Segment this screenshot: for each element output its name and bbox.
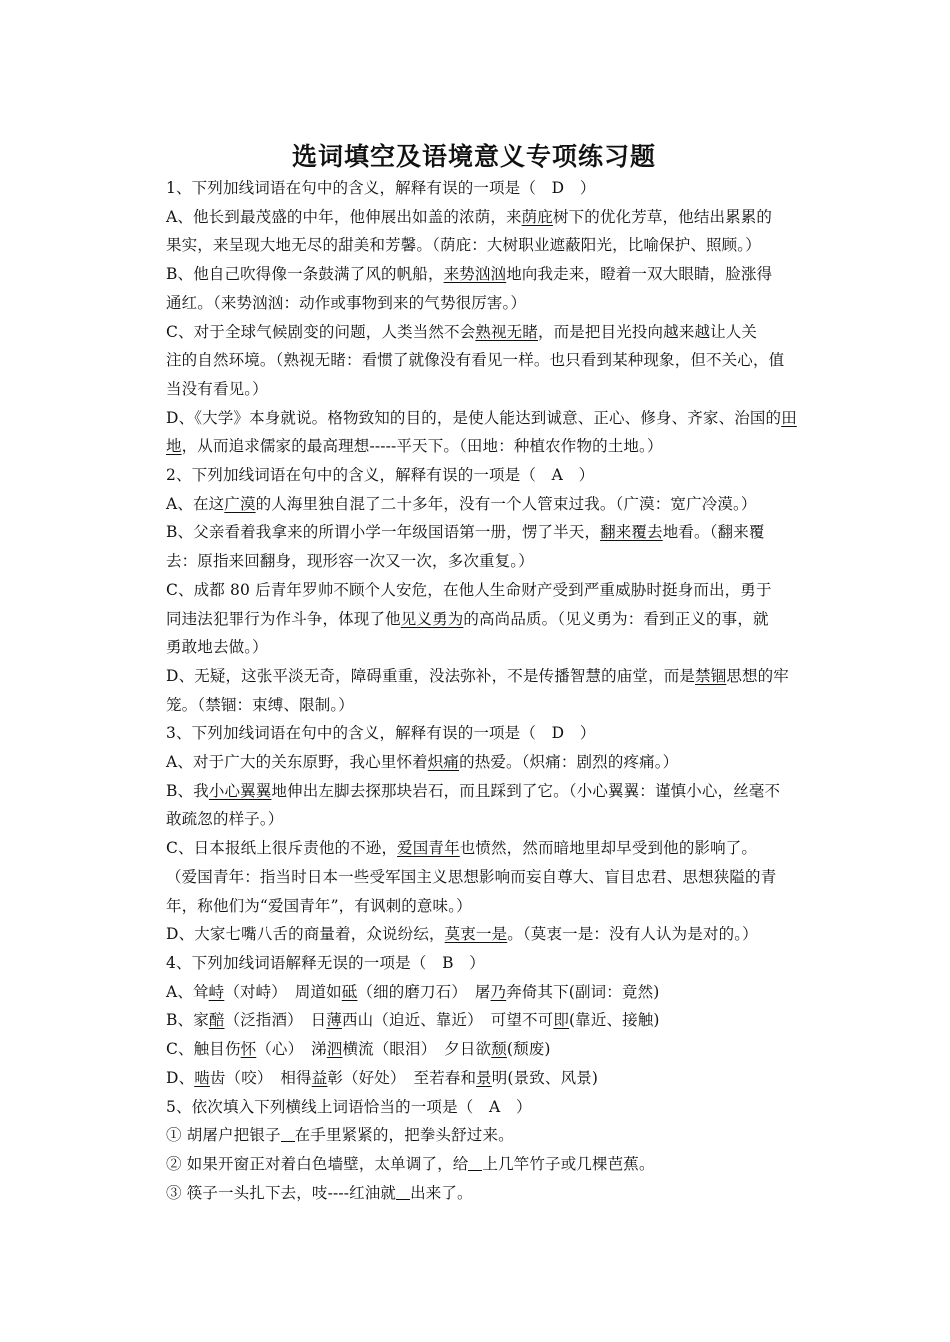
q4-option-a: A、耸峙（对峙） 周道如砥（细的磨刀石） 屠乃奔倚其下(副词：竟然) — [166, 982, 660, 1001]
q5-sentence-1: ① 胡屠户把银子 在手里紧紧的，把拳头舒过来。 — [166, 1126, 514, 1145]
document-title: 选词填空及语境意义专项练习题 — [291, 142, 656, 171]
underlined-word: 醅 — [208, 1011, 225, 1030]
q3-option-d-line1: D、大家七嘴八舌的商量着，众说纷纭，莫衷一是。（莫衷一是：没有人认为是对的。） — [166, 925, 758, 944]
q1-option-d-line2: 地，从而追求儒家的最高理想-----平天下。（田地：种植农作物的土地。） — [166, 437, 663, 456]
q4-option-c: C、触目伤怀（心） 涕泗横流（眼泪） 夕日欲颓(颓废) — [166, 1040, 551, 1059]
q3-option-b-line2: 敢疏忽的样子。） — [166, 810, 284, 829]
q3-option-c-line2: （爱国青年：指当时日本一些受军国主义思想影响而妄自尊大、盲目忠君、思想狭隘的青 — [166, 867, 777, 886]
underlined-word: 颓 — [491, 1040, 507, 1059]
underlined-word: 地 — [166, 437, 182, 456]
q1-stem: 1、下列加线词语在句中的含义，解释有误的一项是（ D ） — [166, 179, 596, 197]
q2-stem: 2、下列加线词语在句中的含义，解释有误的一项是（ A ） — [166, 466, 595, 485]
underlined-word: 益 — [311, 1068, 328, 1087]
q2-option-a-line1: A、在这广漠的人海里独自混了二十多年，没有一个人管束过我。（广漠：宽广冷漠。） — [166, 494, 757, 513]
fill-blank — [468, 1155, 482, 1171]
q2-option-b-line1: B、父亲看着我拿来的所谓小学一年级国语第一册，愣了半天，翻来覆去地看。（翻来覆 — [166, 523, 765, 542]
q2-option-d-line1: D、无疑，这张平淡无奇，障碍重重，没法弥补，不是传播智慧的庙堂，而是禁锢思想的牢 — [166, 666, 789, 685]
underlined-word: 泗 — [326, 1040, 343, 1059]
q4-option-b: B、家醅（泛指酒） 日薄西山（迫近、靠近） 可望不可即(靠近、接触) — [166, 1011, 660, 1030]
underlined-word: 见义勇为 — [400, 609, 464, 628]
underlined-word: 峙 — [208, 982, 225, 1001]
fill-blank — [396, 1184, 410, 1200]
underlined-word: 小心翼翼 — [208, 781, 272, 800]
q2-option-c-line1: C、成都 80 后青年罗帅不顾个人安危，在他人生命财产受到严重威胁时挺身而出，勇于 — [166, 580, 772, 599]
underlined-word: 来势汹汹 — [443, 265, 507, 284]
q1-option-b-line1: B、他自己吹得像一条鼓满了风的帆船，来势汹汹地向我走来，瞪着一双大眼睛，脸涨得 — [166, 265, 773, 284]
underlined-word: 禁锢 — [695, 666, 727, 685]
q2-option-b-line2: 去：原指来回翻身，现形容一次又一次，多次重复。） — [166, 552, 534, 571]
q2-option-c-line2: 同违法犯罪行为作斗争，体现了他见义勇为的高尚品质。（见义勇为：看到正义的事，就 — [166, 609, 769, 628]
q3-stem: 3、下列加线词语在句中的含义，解释有误的一项是（ D ） — [166, 724, 596, 743]
q1-option-c-line2: 注的自然环境。（熟视无睹：看惯了就像没有看见一样。也只看到某种现象，但不关心，值 — [166, 351, 785, 370]
underlined-word: 翻来覆去 — [600, 523, 663, 542]
q1-option-a-line2: 果实，来呈现大地无尽的甜美和芳馨。（荫庇：大树职业遮蔽阳光，比喻保护、照顾。） — [166, 236, 761, 255]
underlined-word: 田 — [781, 408, 797, 427]
q1-option-a-line1: A、他长到最茂盛的中年，他伸展出如盖的浓荫，来荫庇树下的优化芳草，他结出累累的 — [166, 207, 773, 226]
underlined-word: 荫庇 — [521, 207, 553, 226]
underlined-word: 景 — [476, 1068, 492, 1087]
q3-option-b-line1: B、我小心翼翼地伸出左脚去探那块岩石，而且踩到了它。（小心翼翼：谨慎小心，丝毫不 — [166, 781, 781, 800]
q5-sentence-2: ② 如果开窗正对着白色墙壁，太单调了，给 上几竿竹子或几棵芭蕉。 — [166, 1154, 655, 1173]
q1-option-d-line1: D、《大学》本身就说。格物致知的目的，是使人能达到诚意、正心、修身、齐家、治国的田 — [166, 408, 797, 427]
q2-option-d-line2: 笼。（禁锢：束缚、限制。） — [166, 695, 354, 714]
q4-option-d: D、啮齿（咬） 相得益彰（好处） 至若春和景明(景致、风景) — [166, 1068, 599, 1087]
q1-option-c-line3: 当没有看见。） — [166, 379, 268, 398]
q5-sentence-3: ③ 筷子一头扎下去，吱----红油就 出来了。 — [166, 1183, 473, 1202]
q2-option-c-line3: 勇敢地去做。） — [166, 638, 268, 657]
underlined-word: 薄 — [326, 1011, 342, 1030]
q1-option-b-line2: 通红。（来势汹汹：动作或事物到来的气势很厉害。） — [166, 293, 527, 312]
underlined-word: 广漠 — [224, 494, 256, 513]
underlined-word: 即 — [553, 1011, 569, 1030]
underlined-word: 莫衷一是 — [444, 925, 508, 944]
underlined-word: 砥 — [341, 982, 358, 1001]
underlined-word: 炽痛 — [427, 753, 460, 772]
q4-stem: 4、下列加线词语解释无误的一项是（ B ） — [166, 953, 485, 972]
underlined-word: 怀 — [240, 1040, 257, 1059]
q3-option-a-line1: A、对于广大的关东原野，我心里怀着炽痛的热爱。（炽痛：剧烈的疼痛。） — [166, 753, 679, 772]
q5-stem: 5、依次填入下列横线上词语恰当的一项是（ A ） — [166, 1097, 532, 1116]
document-page — [166, 140, 797, 1207]
underlined-word: 爱国青年 — [397, 839, 460, 858]
underlined-word: 啮 — [194, 1068, 210, 1087]
q3-option-c-line3: 年，称他们为“爱国青年”，有讽刺的意味。） — [166, 896, 472, 915]
q1-option-c-line1: C、对于全球气候剧变的问题，人类当然不会熟视无睹，而是把目光投向越来越让人关 — [166, 322, 758, 341]
q3-option-c-line1: C、日本报纸上很斥责他的不逊，爱国青年也愤然，然而暗地里却早受到他的影响了。 — [166, 839, 758, 858]
fill-blank — [281, 1126, 295, 1142]
underlined-word: 乃 — [490, 982, 507, 1001]
underlined-word: 熟视无睹 — [475, 322, 538, 341]
